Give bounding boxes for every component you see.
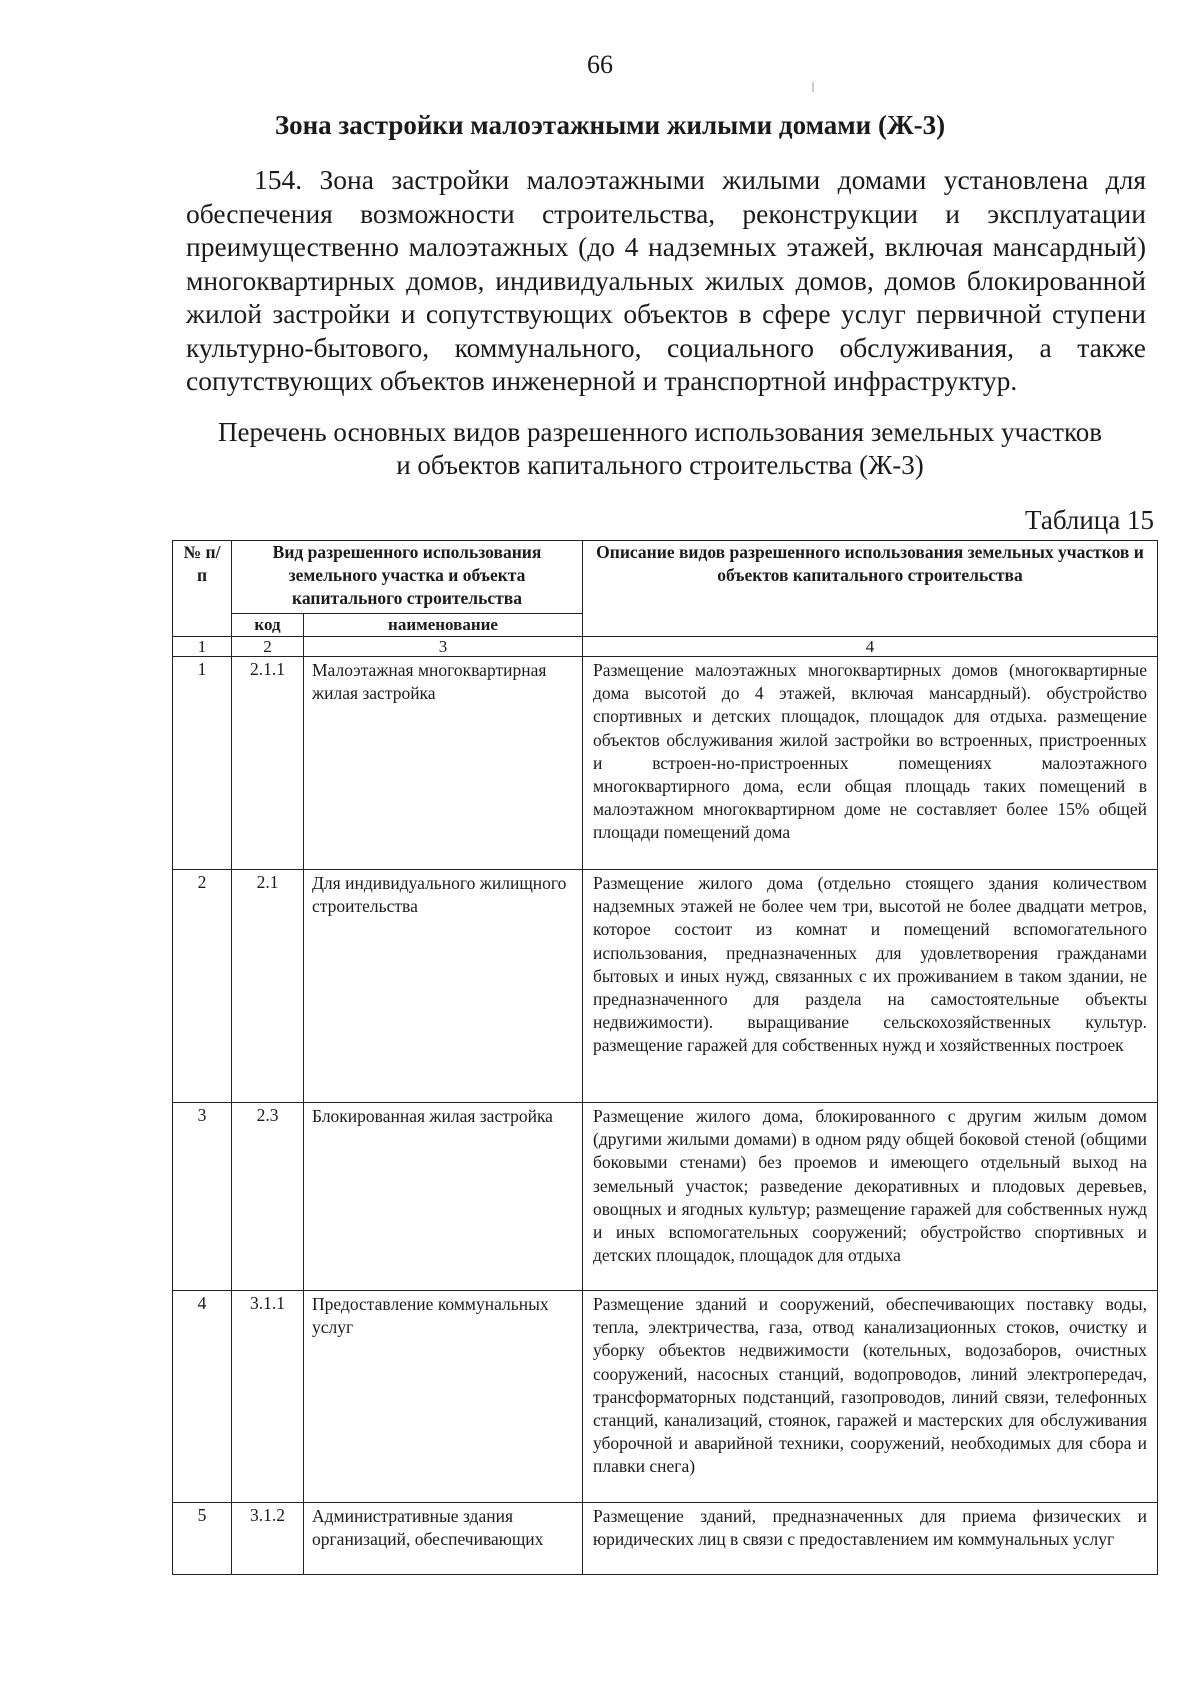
row-num: 1 (173, 657, 232, 870)
list-title-line-1: Перечень основных видов разрешенного использования земельных участков (218, 417, 1102, 447)
column-number: 1 (173, 637, 232, 657)
table-row (173, 1291, 1158, 1503)
row-num: 5 (173, 1503, 232, 1575)
table-row (173, 870, 1158, 1103)
table-row (173, 1103, 1158, 1291)
section-heading: Зона застройки малоэтажными жилыми домами (Ж-3) (274, 110, 946, 140)
body-paragraph: 154. Зона застройки малоэтажными жилыми домами установлена для обеспечения возможности строительства, реконструкции и эксплуатации преимущественно малоэтажных (до 4 надземных этажей, включая мансардный) многоквартирных домов, индивидуальных жилых домов, домов блокированной жилой застройки и сопутствующих объектов в сфере услуг первичной ступени культурно-бытового, коммунального, социального обслуживания, а также сопутствующих объектов инженерной и транспортной инфраструктур. (186, 164, 1146, 396)
table-caption: Таблица 15 (1025, 505, 1154, 535)
row-name: Для индивидуального жилищного строительства (304, 870, 583, 1103)
row-num: 2 (173, 870, 232, 1103)
row-num: 3 (173, 1103, 232, 1291)
row-desc: Размещение зданий и сооружений, обеспечивающих поставку воды, тепла, электричества, газа, отвод канализационных стоков, очистку и уборку объектов недвижимости (котельных, водозаборов, очистных сооружений, насосных станций, водопроводов, линий электропередач, трансформаторных подстанций, газопроводов, линий связи, телефонных станций, канализаций, стоянок, гаражей и мастерских для обслуживания уборочной и аварийной техники, сооружений, необходимых для сбора и плавки снега) (583, 1291, 1158, 1503)
row-code: 3.1.1 (232, 1291, 304, 1503)
page-number: 66 (587, 50, 613, 79)
row-code: 2.3 (232, 1103, 304, 1291)
row-desc: Размещение малоэтажных многоквартирных домов (многоквартирные дома высотой до 4 этажей, включая мансардный). обустройство спортивных и детских площадок, площадок для отдыха. размещение объектов обслуживания жилой застройки во встроенных, пристроенных и встроен-но-пристроенных помещениях малоэтажного многоквартирного дома, если общая площадь таких помещений в малоэтажном многоквартирном доме не составляет более 15% общей площади помещений дома (583, 657, 1158, 870)
header-name: наименование (304, 614, 583, 637)
column-number: 2 (232, 637, 304, 657)
row-desc: Размещение жилого дома, блокированного с другим жилым домом (другими жилыми домами) в одном ряду общей боковой стеной (общими боковыми стенами) без проемов и имеющего отдельный выход на земельный участок; разведение декоративных и плодовых деревьев, овощных и ягодных культур; размещение гаражей для собственных нужд и иных вспомогательных сооружений; обустройство спортивных и детских площадок, площадок для отдыха (583, 1103, 1158, 1291)
header-code: код (232, 614, 304, 637)
column-number: 4 (583, 637, 1158, 657)
scan-artifact (812, 82, 814, 92)
header-num: № п/п (173, 541, 232, 637)
header-desc: Описание видов разрешенного использования земельных участков и объектов капитального строительства (583, 541, 1158, 637)
row-code: 2.1 (232, 870, 304, 1103)
row-name: Предоставление коммунальных услуг (304, 1291, 583, 1503)
table-row (173, 1503, 1158, 1575)
table-row (173, 657, 1158, 870)
column-number: 3 (304, 637, 583, 657)
row-num: 4 (173, 1291, 232, 1503)
header-kind: Вид разрешенного использования земельного участка и объекта капитального строительства (232, 541, 583, 614)
list-title (170, 416, 1150, 482)
row-desc: Размещение жилого дома (отдельно стоящего здания количеством надземных этажей не более чем три, высотой не более двадцати метров, которое состоит из комнат и помещений вспомогательного использования, предназначенных для удовлетворения гражданами бытовых и иных нужд, связанных с их проживанием в таком здании, не предназначенного для раздела на самостоятельные объекты недвижимости). выращивание сельскохозяйственных культур. размещение гаражей для собственных нужд и хозяйственных построек (583, 870, 1158, 1103)
list-title-line-2: и объектов капитального строительства (Ж-3) (396, 450, 924, 480)
row-name: Административные здания организаций, обеспечивающих (304, 1503, 583, 1575)
row-name: Малоэтажная многоквартирная жилая застройка (304, 657, 583, 870)
row-desc: Размещение зданий, предназначенных для приема физических и юридических лиц в связи с предоставлением им коммунальных услуг (583, 1503, 1158, 1575)
column-number-row (173, 637, 1158, 657)
row-code: 2.1.1 (232, 657, 304, 870)
row-code: 3.1.2 (232, 1503, 304, 1575)
permitted-use-table (172, 540, 1158, 1575)
row-name: Блокированная жилая застройка (304, 1103, 583, 1291)
